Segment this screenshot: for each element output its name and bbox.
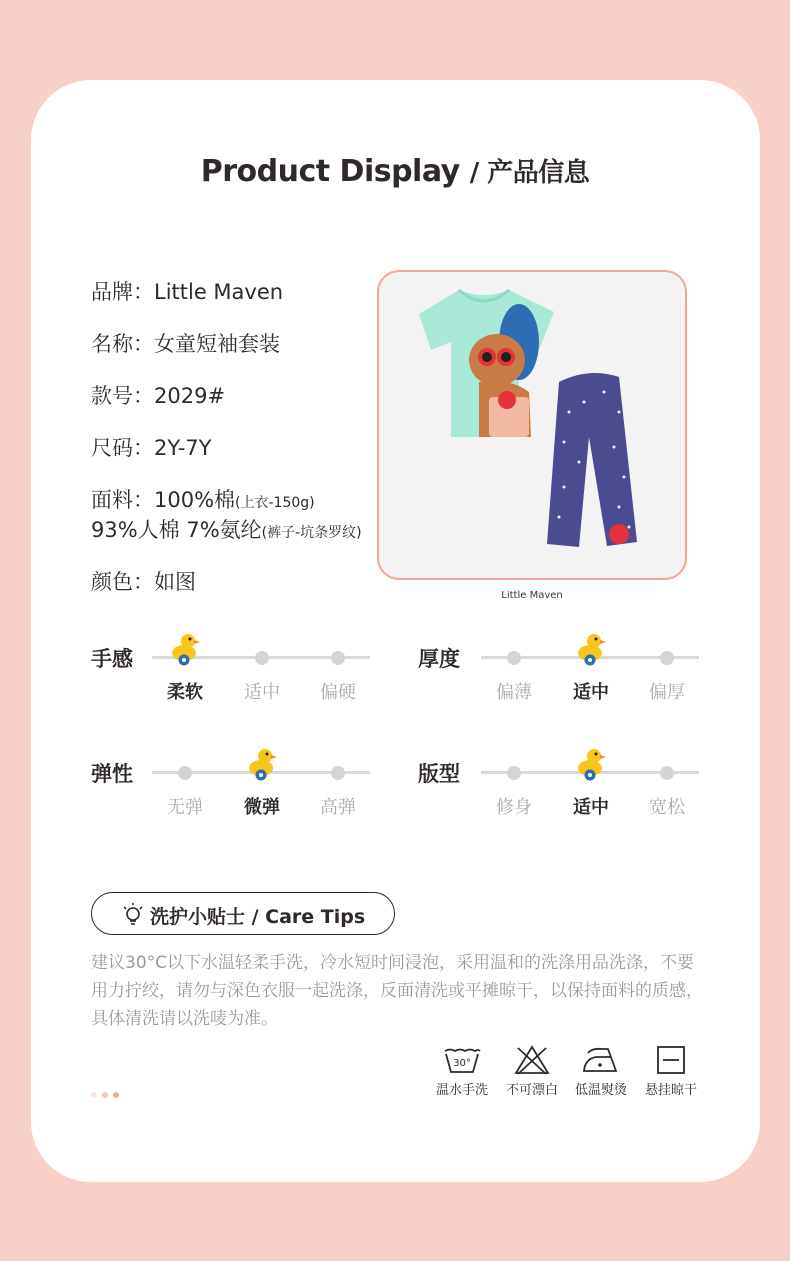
photo-caption: Little Maven — [501, 590, 563, 601]
spec-label: 名称： — [91, 332, 154, 356]
duck-marker-icon — [575, 746, 607, 782]
no-bleach-icon — [514, 1045, 550, 1075]
care-label: 温水手洗 — [435, 1083, 488, 1098]
hand-wash-30-icon — [442, 1045, 482, 1075]
care-tips-body: 建议30°C以下水温轻柔手洗，冷水短时间浸泡，采用温和的洗涤用品洗涤，不要用力拧绞，请勿与深色衣服一起洗涤，反面清洗或平摊晾干，以保持面料的质感，具体清洗请以洗唛为准。 — [91, 953, 703, 1029]
rating-dot — [255, 651, 269, 665]
rating-label: 版型 — [418, 762, 460, 786]
rating-label: 厚度 — [418, 647, 460, 671]
care-no-bleach — [497, 1045, 567, 1098]
rating-dot — [331, 651, 345, 665]
rating-dot — [660, 766, 674, 780]
rating-option: 适中 — [573, 797, 609, 818]
rating-dot — [178, 766, 192, 780]
spec-fabric-line2 — [91, 514, 362, 544]
spec-name — [91, 328, 280, 358]
rating-option: 宽松 — [649, 797, 685, 818]
rating-option: 无弹 — [167, 797, 203, 818]
duck-marker-icon — [246, 746, 278, 782]
rating-option: 适中 — [244, 682, 280, 703]
spec-fabric — [91, 484, 315, 514]
spec-value: Little Maven — [154, 280, 284, 304]
rating-option: 偏硬 — [320, 682, 356, 703]
spec-value: 100%棉 — [154, 488, 236, 512]
line-dry-icon — [656, 1045, 686, 1075]
spec-size — [91, 432, 211, 462]
care-tips-pill — [91, 892, 395, 935]
spec-note: (上衣-150g) — [235, 495, 315, 511]
rating-option: 高弹 — [320, 797, 356, 818]
rating-dot — [507, 766, 521, 780]
spec-value: 2Y-7Y — [154, 436, 212, 460]
product-photo — [377, 270, 687, 580]
title-sub: / 产品信息 — [469, 158, 590, 188]
rating-dot — [507, 651, 521, 665]
rating-label: 弹性 — [91, 762, 133, 786]
duck-marker-icon — [575, 631, 607, 667]
rating-label: 手感 — [91, 647, 133, 671]
duck-marker-icon — [169, 631, 201, 667]
care-label: 低温熨烫 — [574, 1083, 627, 1098]
spec-label: 尺码： — [91, 436, 154, 460]
spec-style — [91, 380, 225, 410]
spec-value: 女童短袖套装 — [154, 332, 280, 356]
care-low-iron — [566, 1045, 636, 1098]
spec-value: 如图 — [154, 570, 196, 594]
care-label: 悬挂晾干 — [644, 1083, 697, 1098]
spec-color — [91, 566, 196, 596]
rating-option: 修身 — [496, 797, 532, 818]
spec-value: 93%人棉 7%氨纶 — [91, 518, 262, 542]
spec-label: 面料： — [91, 488, 154, 512]
lightbulb-icon — [122, 902, 144, 926]
spec-note: (裤子-坑条罗纹) — [261, 525, 362, 541]
rating-option: 柔软 — [167, 682, 203, 703]
rating-option: 偏厚 — [649, 682, 685, 703]
spec-label: 品牌： — [91, 280, 154, 304]
care-tips-heading: 洗护小贴士 / Care Tips — [150, 906, 366, 928]
svg-text:30°: 30° — [453, 1058, 471, 1069]
dot — [113, 1092, 119, 1098]
rating-option: 适中 — [573, 682, 609, 703]
rating-dot — [331, 766, 345, 780]
rating-option: 偏薄 — [496, 682, 532, 703]
care-line-dry — [636, 1045, 706, 1098]
care-label: 不可漂白 — [505, 1083, 558, 1098]
page-title — [0, 152, 790, 189]
spec-brand — [91, 276, 283, 306]
spec-label: 颜色： — [91, 570, 154, 594]
rating-option: 微弹 — [244, 797, 280, 818]
dot — [91, 1092, 97, 1098]
low-iron-icon — [582, 1045, 620, 1075]
care-hand-wash — [427, 1045, 497, 1098]
spec-value: 2029# — [154, 384, 226, 408]
dot — [102, 1092, 108, 1098]
spec-label: 款号： — [91, 384, 154, 408]
rating-dot — [660, 651, 674, 665]
title-main: Product Display — [200, 154, 460, 189]
